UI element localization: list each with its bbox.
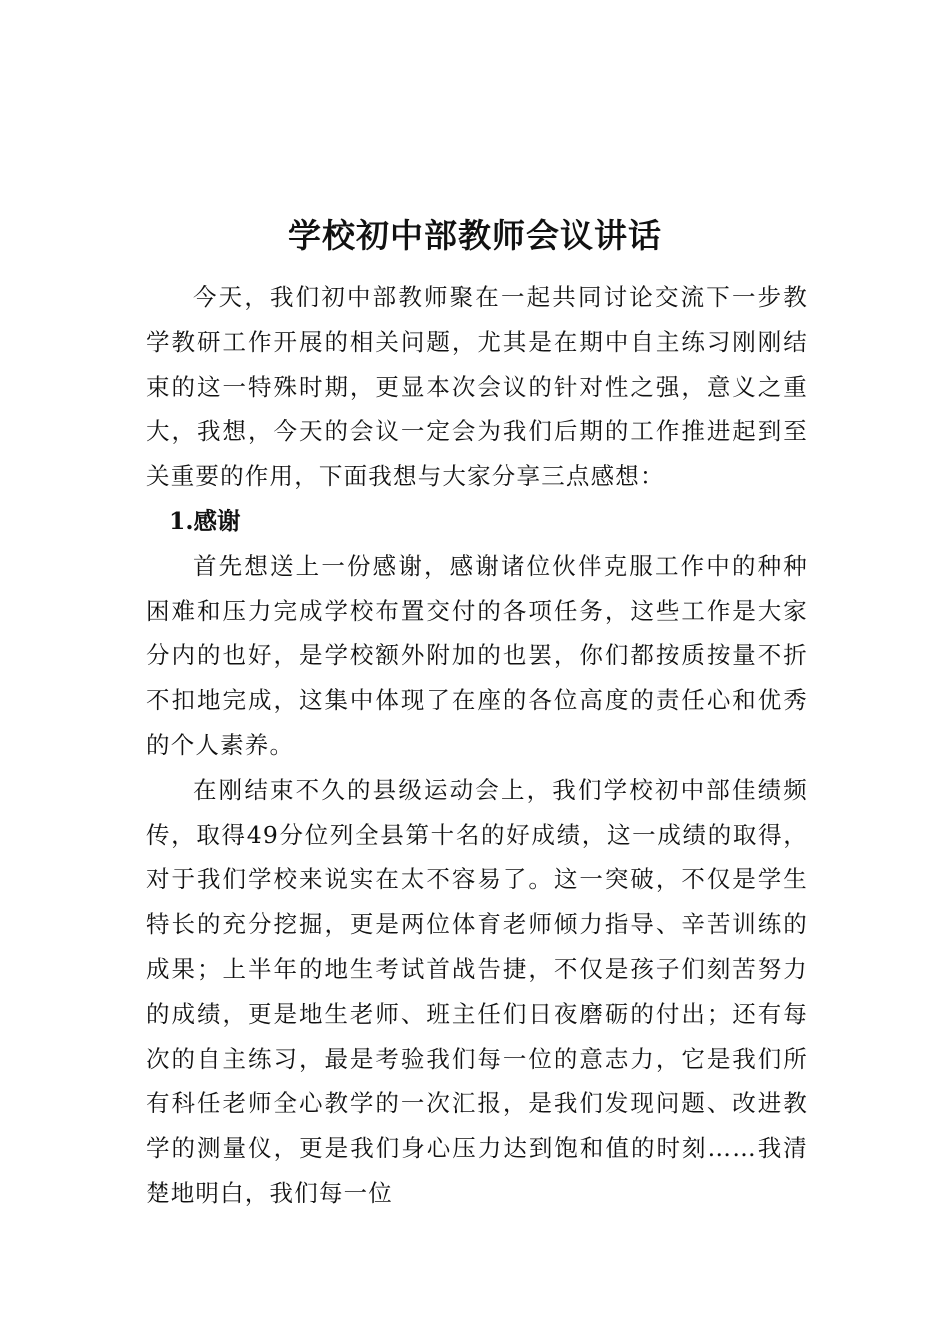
intro-paragraph: 今天，我们初中部教师聚在一起共同讨论交流下一步教学教研工作开展的相关问题，尤其是在期中自主练习刚刚结束的这一特殊时期，更显本次会议的针对性之强，意义之重大，我想，今天的会议一定会为我们后期的工作推进起到至关重要的作用，下面我想与大家分享三点感想： — [146, 283, 808, 491]
page-title: 学校初中部教师会议讲话 — [288, 216, 662, 255]
thanks-paragraph: 首先想送上一份感谢，感谢诸位伙伴克服工作中的种种困难和压力完成学校布置交付的各项任务，这些工作是大家分内的也好，是学校额外附加的也罢，你们都按质按量不折不扣地完成，这集中体现了在座的各位高度的责任心和优秀的个人素养。 — [146, 551, 808, 759]
sports-meet-paragraph: 在刚结束不久的县级运动会上，我们学校初中部佳绩频传，取得49分位列全县第十名的好成绩，这一成绩的取得，对于我们学校来说实在太不容易了。这一突破，不仅是学生特长的充分挖掘，更是两位体育老师倾力指导、辛苦训练的成果；上半年的地生考试首战告捷，不仅是孩子们刻苦努力的成绩，更是地生老师、班主任们日夜磨砺的付出；还有每次的自主练习，最是考验我们每一位的意志力，它是我们所有科任老师全心教学的一次汇报，是我们发现问题、改进教学的测量仪，更是我们身心压力达到饱和值的时刻……我清楚地明白，我们每一位 — [146, 775, 808, 1207]
section-heading-thanks: 1.感谢 — [169, 506, 241, 535]
document-body — [146, 275, 808, 1216]
